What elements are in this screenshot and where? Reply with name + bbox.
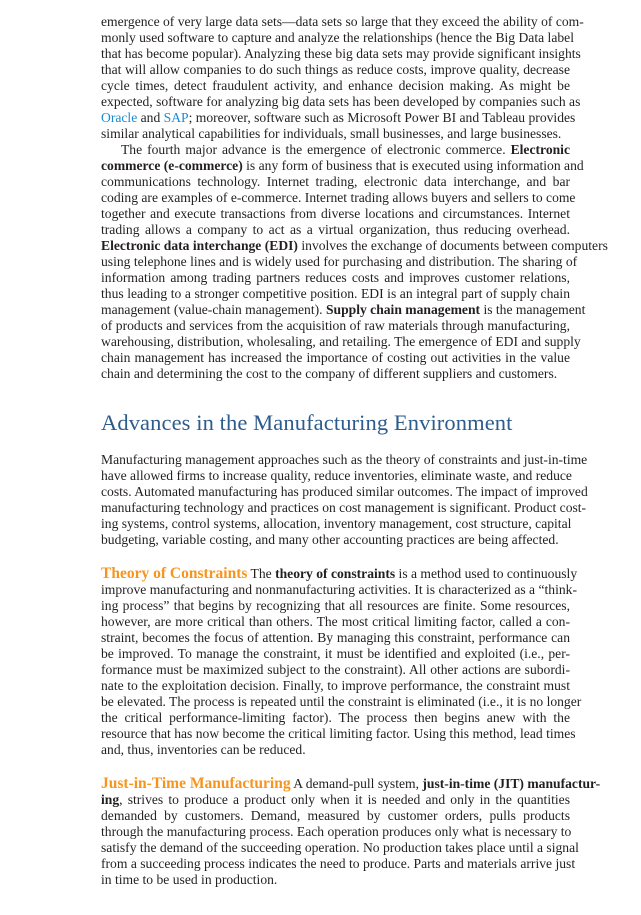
text-line: cycle times, detect fraudulent activity, and enhance decision making. As might be <box>101 78 570 93</box>
text-line: that has become popular). Analyzing these big data sets may provide significant insights <box>101 46 581 61</box>
text-line: nate to the exploitation decision. Finally, to improve performance, the constraint must <box>101 678 570 693</box>
term-theory-of-constraints: theory of constraints <box>275 566 396 581</box>
text-line: warehousing, distribution, wholesaling, and retailing. The emergence of EDI and supply <box>101 334 581 349</box>
text-line: Manufacturing management approaches such as the theory of constraints and just-in-time <box>101 452 588 467</box>
text-line: chain management has increased the importance of costing out activities in the value <box>101 350 570 365</box>
text-line: through the manufacturing process. Each operation produces only what is necessary to <box>101 824 572 839</box>
text-line <box>101 237 608 254</box>
term-electronic-commerce: Electronic <box>510 142 570 157</box>
text-line: information among trading partners reduces costs and improves customer relations, <box>101 270 570 285</box>
text-span: management (value-chain management). <box>101 302 326 317</box>
text-line: expected, software for analyzing big data sets has been developed by companies such as <box>101 94 581 109</box>
text-line: coding are examples of e-commerce. Internet trading allows buyers and sellers to come <box>101 190 576 205</box>
term-jit-cont: ing <box>101 792 120 807</box>
text-line: be elevated. The process is repeated until the constraint is eliminated (i.e., it is no longer <box>101 694 582 709</box>
text-line <box>101 141 570 158</box>
text-span: involves the exchange of documents between computers <box>297 238 608 253</box>
text-line: emergence of very large data sets—data sets so large that they exceed the ability of com- <box>101 14 584 29</box>
text-line: ing process” that begins by recognizing that all resources are finite. Some resources, <box>101 598 570 613</box>
subheading-theory-of-constraints: Theory of Constraints <box>101 565 248 582</box>
text-line: have allowed firms to increase quality, reduce inventories, eliminate waste, and reduce <box>101 468 572 483</box>
text-line: trading allows a company to act as a virtual organization, thus reducing overhead. <box>101 222 570 237</box>
term-supply-chain-management: Supply chain management <box>325 302 481 317</box>
text-line: formance must be maximized subject to the constraint). All other actions are subordi- <box>101 662 570 677</box>
text-line: however, are more critical than others. The most critical limiting factor, called a con- <box>101 614 570 629</box>
text-span: is the management <box>480 302 586 317</box>
text-line: ing systems, control systems, allocation, inventory management, cost structure, capital <box>101 516 572 531</box>
text-line: monly used software to capture and analyze the relationships (hence the Big Data label <box>101 30 574 45</box>
term-edi: Electronic data interchange (EDI) <box>101 238 298 253</box>
text-line: the critical performance-limiting factor). The process then begins anew with the <box>101 710 570 725</box>
subheading-jit: Just-in-Time Manufacturing <box>101 775 291 792</box>
text-line: that will allow companies to do such things as reduce costs, improve quality, decrease <box>101 62 570 77</box>
text-line: satisfy the demand of the succeeding operation. No production takes place until a signal <box>101 840 579 855</box>
text-span: and <box>137 110 164 125</box>
text-line <box>101 565 578 582</box>
text-span: The <box>247 566 276 581</box>
text-line: from a succeeding process indicates the need to produce. Parts and materials arrive just <box>101 856 576 871</box>
text-line <box>101 109 576 126</box>
text-line: and, thus, inventories can be reduced. <box>101 742 306 757</box>
sap-link[interactable]: SAP <box>163 110 189 125</box>
text-line <box>101 775 601 792</box>
text-line: thus leading to a stronger competitive position. EDI is an integral part of supply chain <box>101 286 570 301</box>
term-ecommerce: commerce (e-commerce) <box>101 158 243 173</box>
text-line <box>101 157 584 174</box>
text-line: manufacturing technology and practices on cost management is significant. Product cost- <box>101 500 587 515</box>
term-jit: just-in-time (JIT) manufactur- <box>422 776 601 791</box>
text-span: ; moreover, software such as Microsoft Power BI and Tableau provides <box>188 110 576 125</box>
text-line: straint, becomes the focus of attention. By managing this constraint, performance can <box>101 630 570 645</box>
text-line: chain and determining the cost to the company of different suppliers and customers. <box>101 366 558 381</box>
text-line: communications technology. Internet trading, electronic data interchange, and bar <box>101 174 570 189</box>
oracle-link[interactable]: Oracle <box>101 110 138 125</box>
text-line: improve manufacturing and nonmanufacturing activities. It is characterized as a “think- <box>101 582 577 597</box>
text-span: , strives to produce a product only when it is needed and only in the quantities <box>119 792 570 807</box>
text-span: The fourth major advance is the emergence of electronic commerce. <box>121 142 511 157</box>
text-span: is any form of business that is executed using information and <box>242 158 584 173</box>
section-heading: Advances in the Manufacturing Environment <box>101 410 513 435</box>
text-line: demanded by customers. Demand, measured by customer orders, pulls products <box>101 808 570 823</box>
text-line <box>101 791 570 808</box>
text-line: resource that has now become the critical limiting factor. Using this method, lead times <box>101 726 576 741</box>
text-span: A demand-pull system, <box>290 776 423 791</box>
text-line <box>101 301 586 318</box>
text-line: costs. Automated manufacturing has produced similar outcomes. The impact of improved <box>101 484 588 499</box>
text-span: is a method used to continuously <box>395 566 578 581</box>
text-line: similar analytical capabilities for individuals, small businesses, and large businesses. <box>101 126 562 141</box>
text-line: using telephone lines and is widely used for purchasing and distribution. The sharing of <box>101 254 578 269</box>
text-line: in time to be used in production. <box>101 872 278 887</box>
text-line: together and execute transactions from diverse locations and circumstances. Internet <box>101 206 570 221</box>
text-line: be improved. To manage the constraint, it must be identified and exploited (i.e., per- <box>101 646 570 661</box>
text-line: budgeting, variable costing, and many other accounting practices are being affected. <box>101 532 559 547</box>
text-line: of products and services from the acquisition of raw materials through manufacturing, <box>101 318 570 333</box>
